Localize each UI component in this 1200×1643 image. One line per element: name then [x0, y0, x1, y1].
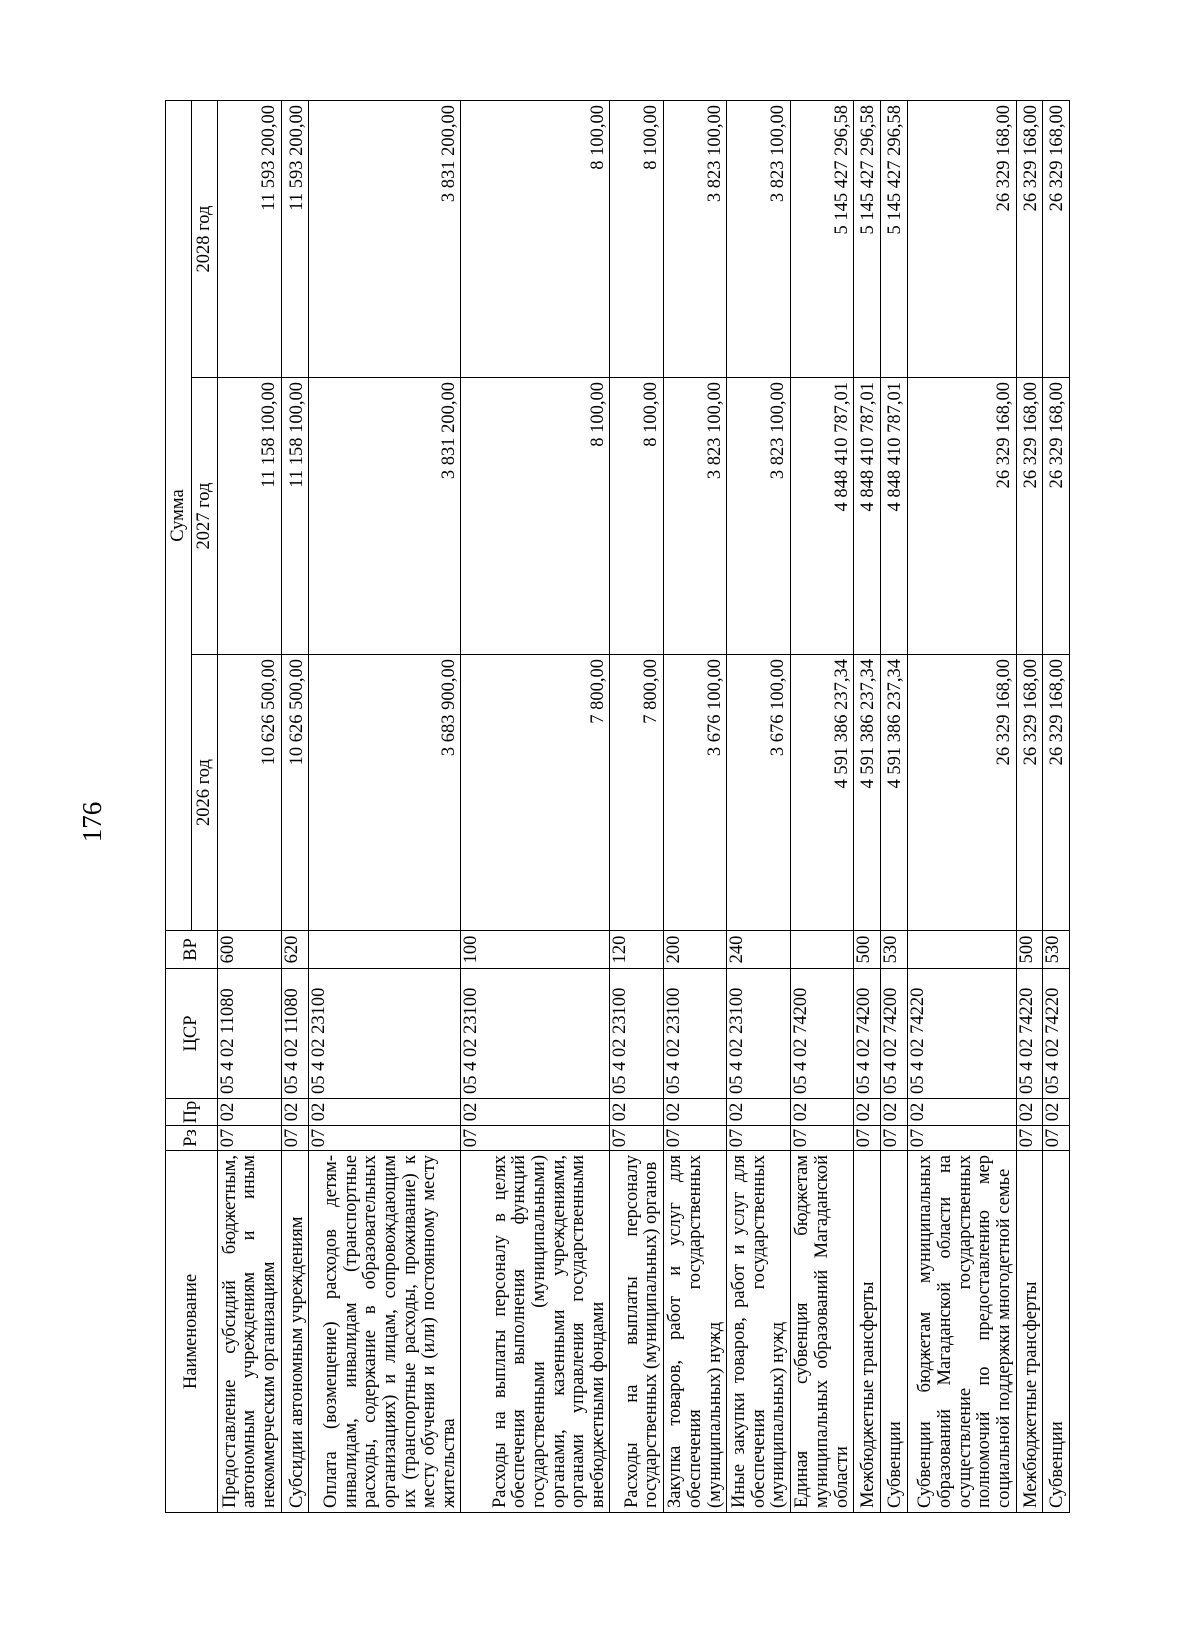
row-csr: 05 4 02 23100 — [727, 969, 791, 1099]
row-csr: 05 4 02 74220 — [1043, 969, 1070, 1099]
page-number: 176 — [77, 801, 107, 843]
table-row — [1016, 101, 1043, 1513]
row-rz: 07 — [854, 1126, 881, 1151]
table-row — [880, 101, 907, 1513]
row-2026: 26 329 168,00 — [907, 655, 1016, 931]
row-rz: 07 — [1043, 1126, 1070, 1151]
table-row — [309, 101, 461, 1513]
table-row — [907, 101, 1016, 1513]
row-vr: 530 — [880, 931, 907, 969]
row-2026: 7 800,00 — [610, 655, 663, 931]
row-pr: 02 — [1016, 1099, 1043, 1126]
budget-table — [165, 100, 1070, 1513]
row-2027: 26 329 168,00 — [907, 378, 1016, 655]
row-name: Субвенции — [1043, 1151, 1070, 1513]
row-name: Межбюджетные трансферты — [854, 1151, 881, 1513]
row-vr: 530 — [1043, 931, 1070, 969]
row-csr: 05 4 02 23100 — [663, 969, 727, 1099]
row-rz: 07 — [727, 1126, 791, 1151]
row-vr: 500 — [854, 931, 881, 969]
row-2028: 8 100,00 — [610, 101, 663, 378]
row-pr: 02 — [727, 1099, 791, 1126]
row-vr: 100 — [461, 931, 610, 969]
row-2028: 5 145 427 296,58 — [880, 101, 907, 378]
row-csr: 05 4 02 74200 — [790, 969, 854, 1099]
row-2026: 3 676 100,00 — [663, 655, 727, 931]
row-pr: 02 — [281, 1099, 309, 1126]
row-vr: 200 — [663, 931, 727, 969]
row-2027: 8 100,00 — [461, 378, 610, 655]
table-header — [166, 101, 218, 1513]
header-name: Наименование — [166, 1151, 218, 1513]
row-2027: 4 848 410 787,01 — [880, 378, 907, 655]
row-2028: 11 593 200,00 — [218, 101, 282, 378]
row-csr: 05 4 02 11080 — [281, 969, 309, 1099]
row-csr: 05 4 02 23100 — [309, 969, 461, 1099]
row-2026: 26 329 168,00 — [1043, 655, 1070, 931]
row-2028: 11 593 200,00 — [281, 101, 309, 378]
row-vr: 500 — [1016, 931, 1043, 969]
table-row — [281, 101, 309, 1513]
row-vr: 620 — [281, 931, 309, 969]
row-name: Иные закупки товаров, работ и услуг для обеспечения государственных (муниципальных) нужд — [727, 1151, 791, 1513]
row-vr — [790, 931, 854, 969]
row-2027: 3 823 100,00 — [663, 378, 727, 655]
row-pr: 02 — [663, 1099, 727, 1126]
row-name: Субвенции бюджетам муниципальных образований Магаданской области на осуществление государственных полномочий по предоставлению мер социальной поддержки многодетной семье — [907, 1151, 1016, 1513]
row-rz: 07 — [663, 1126, 727, 1151]
row-csr: 05 4 02 74200 — [854, 969, 881, 1099]
row-2028: 8 100,00 — [461, 101, 610, 378]
header-rz: Рз — [166, 1126, 218, 1151]
row-rz: 07 — [610, 1126, 663, 1151]
row-2027: 11 158 100,00 — [281, 378, 309, 655]
row-2027: 26 329 168,00 — [1016, 378, 1043, 655]
row-pr: 02 — [309, 1099, 461, 1126]
row-rz: 07 — [1016, 1126, 1043, 1151]
row-name: Единая субвенция бюджетам муниципальных образований Магаданской области — [790, 1151, 854, 1513]
row-2027: 4 848 410 787,01 — [854, 378, 881, 655]
row-name: Субвенции — [880, 1151, 907, 1513]
row-name: Оплата (возмещение) расходов детям-инвалидам, инвалидам (транспортные расходы, содержание в образовательных организациях) и лицам, сопровождающим их (транспортные расходы, проживание) к месту обучения и (или) постоянному месту жительства — [309, 1151, 461, 1513]
row-2026: 3 683 900,00 — [309, 655, 461, 931]
table-row — [727, 101, 791, 1513]
row-pr: 02 — [1043, 1099, 1070, 1126]
header-year-2028: 2028 год — [192, 101, 218, 378]
header-vr: ВР — [166, 931, 218, 969]
row-2026: 3 676 100,00 — [727, 655, 791, 931]
row-2028: 3 831 200,00 — [309, 101, 461, 378]
table-row — [461, 101, 610, 1513]
row-rz: 07 — [880, 1126, 907, 1151]
row-rz: 07 — [309, 1126, 461, 1151]
rotated-page-content — [165, 101, 1070, 1513]
row-vr — [907, 931, 1016, 969]
row-vr: 120 — [610, 931, 663, 969]
row-vr: 240 — [727, 931, 791, 969]
row-vr — [309, 931, 461, 969]
row-name: Предоставление субсидий бюджетным, автономным учреждениям и иным некоммерческим организациям — [218, 1151, 282, 1513]
row-name: Межбюджетные трансферты — [1016, 1151, 1043, 1513]
row-rz: 07 — [281, 1126, 309, 1151]
header-pr: Пр — [166, 1099, 218, 1126]
table-row — [218, 101, 282, 1513]
row-2026: 10 626 500,00 — [281, 655, 309, 931]
row-2026: 4 591 386 237,34 — [790, 655, 854, 931]
row-rz: 07 — [218, 1126, 282, 1151]
row-pr: 02 — [854, 1099, 881, 1126]
table-row — [610, 101, 663, 1513]
row-2028: 26 329 168,00 — [1043, 101, 1070, 378]
row-csr: 05 4 02 23100 — [461, 969, 610, 1099]
row-pr: 02 — [610, 1099, 663, 1126]
row-csr: 05 4 02 23100 — [610, 969, 663, 1099]
row-pr: 02 — [461, 1099, 610, 1126]
row-2026: 4 591 386 237,34 — [854, 655, 881, 931]
row-2028: 26 329 168,00 — [1016, 101, 1043, 378]
row-name: Расходы на выплаты персоналу государственных (муниципальных) органов — [610, 1151, 663, 1513]
row-rz: 07 — [461, 1126, 610, 1151]
row-csr: 05 4 02 74220 — [1016, 969, 1043, 1099]
row-2027: 8 100,00 — [610, 378, 663, 655]
row-pr: 02 — [218, 1099, 282, 1126]
row-csr: 05 4 02 11080 — [218, 969, 282, 1099]
row-pr: 02 — [790, 1099, 854, 1126]
row-2026: 26 329 168,00 — [1016, 655, 1043, 931]
row-2027: 11 158 100,00 — [218, 378, 282, 655]
table-row — [854, 101, 881, 1513]
header-year-2026: 2026 год — [192, 655, 218, 931]
row-name: Субсидии автономным учреждениям — [281, 1151, 309, 1513]
row-vr: 600 — [218, 931, 282, 969]
header-csr: ЦСР — [166, 969, 218, 1099]
row-2028: 3 823 100,00 — [663, 101, 727, 378]
row-2028: 3 823 100,00 — [727, 101, 791, 378]
row-2027: 4 848 410 787,01 — [790, 378, 854, 655]
row-pr: 02 — [907, 1099, 1016, 1126]
header-year-2027: 2027 год — [192, 378, 218, 655]
row-2026: 10 626 500,00 — [218, 655, 282, 931]
row-2028: 5 145 427 296,58 — [854, 101, 881, 378]
table-row — [790, 101, 854, 1513]
table-body — [218, 101, 1070, 1513]
row-csr: 05 4 02 74200 — [880, 969, 907, 1099]
row-pr: 02 — [880, 1099, 907, 1126]
row-name: Закупка товаров, работ и услуг для обеспечения государственных (муниципальных) нужд — [663, 1151, 727, 1513]
row-2027: 26 329 168,00 — [1043, 378, 1070, 655]
row-2027: 3 831 200,00 — [309, 378, 461, 655]
row-2026: 7 800,00 — [461, 655, 610, 931]
header-sum: Сумма — [166, 101, 192, 931]
row-rz: 07 — [907, 1126, 1016, 1151]
table-row — [663, 101, 727, 1513]
row-2027: 3 823 100,00 — [727, 378, 791, 655]
row-2028: 26 329 168,00 — [907, 101, 1016, 378]
row-rz: 07 — [790, 1126, 854, 1151]
row-2026: 4 591 386 237,34 — [880, 655, 907, 931]
row-name: Расходы на выплаты персоналу в целях обеспечения выполнения функций государственными (муниципальными) органами, казенными учреждениями, органами управления государственными внебюджетными фондами — [461, 1151, 610, 1513]
row-csr: 05 4 02 74220 — [907, 969, 1016, 1099]
table-row — [1043, 101, 1070, 1513]
row-2028: 5 145 427 296,58 — [790, 101, 854, 378]
